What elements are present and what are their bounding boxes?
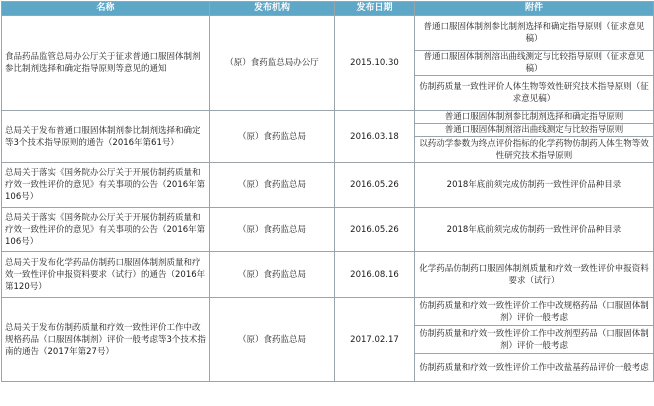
row-name: 总局关于落实《国务院办公厅关于开展仿制药质量和疗效一致性评价的意见》有关事项的公告（2016年第106号） xyxy=(2,163,210,208)
row-date: 2016.03.18 xyxy=(335,111,415,163)
row-org: （原）食药监总局 xyxy=(210,298,335,382)
row-date: 2017.02.17 xyxy=(335,298,415,382)
row-date: 2016.05.26 xyxy=(335,163,415,208)
table-row xyxy=(2,298,654,326)
table-row xyxy=(2,163,654,208)
attachment-item: 仿制药质量和疗效一致性评价工作中改盐基药品评价一般考虑 xyxy=(415,354,654,382)
header-attachments: 附件 xyxy=(415,2,654,16)
attachment-item: 仿制药质量和疗效一致性评价工作中改剂型药品（口服固体制剂）评价一般考虑 xyxy=(415,326,654,354)
row-date: 2016.05.26 xyxy=(335,208,415,252)
attachment-item: 以药动学参数为终点评价指标的化学药物仿制药人体生物等效性研究技术指导原则 xyxy=(415,137,654,163)
row-org: （原）食药监总局 xyxy=(210,252,335,298)
row-name: 食品药品监管总局办公厅关于征求普通口服固体制剂参比制剂选择和确定指导原则等意见的通知 xyxy=(2,16,210,111)
row-name: 总局关于落实《国务院办公厅关于开展仿制药质量和疗效一致性评价的意见》有关事项的公告（2016年第106号） xyxy=(2,208,210,252)
attachment-item: 仿制药质量一致性评价人体生物等效性研究技术指导原则（征求意见稿） xyxy=(415,76,654,111)
row-name: 总局关于发布普通口服固体制剂参比制剂选择和确定等3个技术指导原则的通告（2016年第61号） xyxy=(2,111,210,163)
row-org: （原）食药监总局 xyxy=(210,208,335,252)
header-date: 发布日期 xyxy=(335,2,415,16)
attachment-item: 普通口服固体制剂溶出曲线测定与比较指导原则 xyxy=(415,124,654,137)
row-date: 2015.10.30 xyxy=(335,16,415,111)
row-org: （原）食药监总局办公厅 xyxy=(210,16,335,111)
header-org: 发布机构 xyxy=(210,2,335,16)
table-row xyxy=(2,16,654,51)
table-header-row xyxy=(2,2,654,16)
table-row xyxy=(2,208,654,252)
attachment-item: 普通口服固体制剂参比制剂选择和确定指导原则 xyxy=(415,111,654,124)
row-org: （原）食药监总局 xyxy=(210,111,335,163)
attachment-item: 普通口服固体制剂溶出曲线测定与比较指导原则（征求意见稿） xyxy=(415,51,654,76)
attachment-item: 仿制药质量和疗效一致性评价工作中改规格药品（口服固体制剂）评价一般考虑 xyxy=(415,298,654,326)
table-row xyxy=(2,252,654,298)
attachment-item: 2018年底前须完成仿制药一致性评价品种目录 xyxy=(415,208,654,252)
attachment-item: 化学药品仿制药口服固体制剂质量和疗效一致性评价申报资料要求（试行） xyxy=(415,252,654,298)
policy-table xyxy=(1,1,654,382)
row-org: （原）食药监总局 xyxy=(210,163,335,208)
attachment-item: 2018年底前须完成仿制药一致性评价品种目录 xyxy=(415,163,654,208)
row-date: 2016.08.16 xyxy=(335,252,415,298)
header-name: 名称 xyxy=(2,2,210,16)
table-row xyxy=(2,111,654,124)
row-name: 总局关于发布仿制药质量和疗效一致性评价工作中改规格药品（口服固体制剂）评价一般考虑等3个技术指南的通告（2017年第27号） xyxy=(2,298,210,382)
attachment-item: 普通口服固体制剂参比制剂选择和确定指导原则（征求意见稿） xyxy=(415,16,654,51)
row-name: 总局关于发布化学药品仿制药口服固体制剂质量和疗效一致性评价申报资料要求（试行）的通告（2016年第120号） xyxy=(2,252,210,298)
